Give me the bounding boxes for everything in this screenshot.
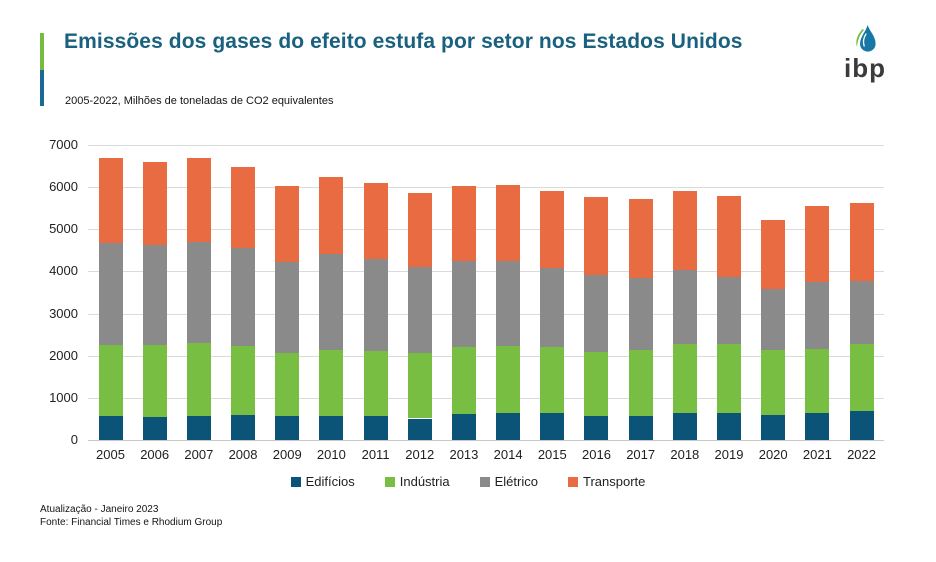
bar-segment-2020-edificios	[761, 415, 785, 440]
bar-segment-2010-transporte	[319, 177, 343, 254]
y-axis-label-7000: 7000	[49, 137, 78, 152]
bar-segment-2016-industria	[584, 352, 608, 416]
x-axis-label-2013: 2013	[449, 447, 479, 462]
bar-segment-2016-transporte	[584, 197, 608, 275]
bar-segment-2020-transporte	[761, 220, 785, 289]
bar-segment-2013-transporte	[452, 186, 476, 261]
legend-item-industria	[385, 474, 450, 489]
bar-segment-2015-industria	[540, 347, 564, 414]
footer-update: Atualização - Janeiro 2023	[40, 504, 159, 515]
bar-segment-2022-transporte	[850, 203, 874, 281]
chart-legend	[0, 474, 936, 489]
x-axis-label-2020: 2020	[758, 447, 788, 462]
bar-segment-2007-transporte	[187, 158, 211, 242]
bar-segment-2006-edificios	[143, 417, 167, 440]
ibp-logo-text: ibp	[844, 53, 886, 83]
bar-segment-2017-industria	[629, 350, 653, 415]
x-axis-label-2012: 2012	[405, 447, 435, 462]
legend-label-eletrico: Elétrico	[494, 474, 538, 489]
bar-segment-2020-industria	[761, 350, 785, 415]
x-axis-label-2008: 2008	[228, 447, 258, 462]
bar-segment-2019-transporte	[717, 196, 741, 276]
bar-segment-2011-edificios	[364, 416, 388, 440]
bar-segment-2021-transporte	[805, 206, 829, 282]
x-axis-label-2010: 2010	[316, 447, 346, 462]
bar-segment-2020-eletrico	[761, 289, 785, 350]
x-axis-label-2021: 2021	[802, 447, 832, 462]
legend-swatch-industria	[385, 477, 395, 487]
bar-segment-2007-eletrico	[187, 242, 211, 344]
gridline-0	[88, 440, 884, 441]
chart-subtitle: 2005-2022, Milhões de toneladas de CO2 equivalentes	[65, 95, 334, 107]
bar-segment-2005-industria	[99, 345, 123, 416]
y-axis-label-0: 0	[70, 432, 78, 447]
bar-segment-2007-industria	[187, 343, 211, 415]
bar-segment-2019-industria	[717, 344, 741, 412]
bar-segment-2014-eletrico	[496, 261, 520, 346]
legend-swatch-eletrico	[480, 477, 490, 487]
legend-item-eletrico	[480, 474, 538, 489]
legend-swatch-edificios	[291, 477, 301, 487]
bar-segment-2005-transporte	[99, 158, 123, 243]
bar-segment-2018-edificios	[673, 413, 697, 440]
bar-segment-2022-edificios	[850, 411, 874, 440]
bar-segment-2006-transporte	[143, 162, 167, 245]
bar-segment-2005-eletrico	[99, 243, 123, 345]
bar-segment-2009-industria	[275, 353, 299, 416]
gridline-7000	[88, 145, 884, 146]
bar-segment-2017-eletrico	[629, 278, 653, 350]
y-axis-label-2000: 2000	[49, 347, 78, 363]
legend-item-transporte	[568, 474, 645, 489]
x-axis-label-2014: 2014	[493, 447, 523, 462]
page-title: Emissões dos gases do efeito estufa por setor nos Estados Unidos	[64, 30, 743, 53]
x-axis-label-2022: 2022	[847, 447, 876, 462]
x-axis-label-2017: 2017	[626, 447, 656, 462]
bar-segment-2018-eletrico	[673, 270, 697, 345]
bar-segment-2005-edificios	[99, 416, 123, 440]
bar-segment-2022-industria	[850, 344, 874, 411]
bar-segment-2007-edificios	[187, 416, 211, 440]
bar-segment-2011-industria	[364, 351, 388, 416]
y-axis-label-4000: 4000	[49, 263, 78, 279]
y-axis-label-3000: 3000	[49, 305, 78, 321]
x-axis-label-2006: 2006	[140, 447, 170, 462]
bar-segment-2012-edificios	[408, 419, 432, 440]
x-axis-label-2019: 2019	[714, 447, 744, 462]
legend-item-edificios	[291, 474, 355, 489]
bar-segment-2010-industria	[319, 350, 343, 416]
bar-segment-2021-industria	[805, 349, 829, 414]
bar-segment-2021-eletrico	[805, 282, 829, 349]
bar-segment-2009-eletrico	[275, 262, 299, 353]
bar-segment-2019-eletrico	[717, 277, 741, 344]
x-axis-label-2005: 2005	[96, 447, 125, 462]
footer-source: Fonte: Financial Times e Rhodium Group	[40, 516, 223, 528]
bar-segment-2013-eletrico	[452, 261, 476, 347]
x-axis-label-2015: 2015	[537, 447, 567, 462]
bar-segment-2022-eletrico	[850, 281, 874, 345]
bar-segment-2013-edificios	[452, 414, 476, 440]
bar-segment-2011-eletrico	[364, 259, 388, 351]
bar-segment-2018-transporte	[673, 191, 697, 269]
bar-segment-2015-eletrico	[540, 268, 564, 347]
bar-segment-2014-edificios	[496, 413, 520, 440]
y-axis-label-1000: 1000	[49, 389, 78, 405]
legend-swatch-transporte	[568, 477, 578, 487]
legend-label-industria: Indústria	[399, 474, 450, 489]
bar-segment-2017-edificios	[629, 416, 653, 440]
bar-segment-2010-edificios	[319, 416, 343, 440]
x-axis-label-2011: 2011	[361, 447, 390, 462]
bar-segment-2011-transporte	[364, 183, 388, 259]
y-axis-label-5000: 5000	[49, 221, 78, 237]
bar-segment-2019-edificios	[717, 413, 741, 440]
x-axis-label-2016: 2016	[582, 447, 611, 462]
x-axis-label-2007: 2007	[184, 447, 214, 462]
legend-label-transporte: Transporte	[582, 474, 646, 489]
bar-segment-2015-transporte	[540, 191, 564, 268]
footer	[40, 504, 222, 529]
x-axis-label-2018: 2018	[670, 447, 700, 462]
bar-segment-2012-industria	[408, 353, 432, 419]
bar-segment-2014-industria	[496, 346, 520, 413]
bar-segment-2008-transporte	[231, 167, 255, 248]
bar-segment-2009-edificios	[275, 416, 299, 440]
bar-segment-2006-industria	[143, 345, 167, 417]
bar-segment-2015-edificios	[540, 413, 564, 440]
bar-segment-2014-transporte	[496, 185, 520, 261]
legend-label-edificios: Edifícios	[305, 474, 355, 489]
bar-segment-2006-eletrico	[143, 245, 167, 345]
y-axis-label-6000: 6000	[49, 179, 78, 195]
bar-segment-2017-transporte	[629, 199, 653, 279]
bar-segment-2013-industria	[452, 347, 476, 414]
bar-segment-2010-eletrico	[319, 254, 343, 350]
bar-segment-2009-transporte	[275, 186, 299, 262]
bar-segment-2021-edificios	[805, 413, 829, 440]
bar-segment-2008-edificios	[231, 415, 255, 440]
bar-segment-2016-eletrico	[584, 275, 608, 352]
x-axis-label-2009: 2009	[272, 447, 302, 462]
bar-segment-2008-eletrico	[231, 248, 255, 346]
bar-segment-2008-industria	[231, 346, 255, 415]
bar-segment-2012-eletrico	[408, 267, 432, 353]
bar-segment-2012-transporte	[408, 193, 432, 266]
bar-segment-2016-edificios	[584, 416, 608, 440]
bar-segment-2018-industria	[673, 344, 697, 412]
